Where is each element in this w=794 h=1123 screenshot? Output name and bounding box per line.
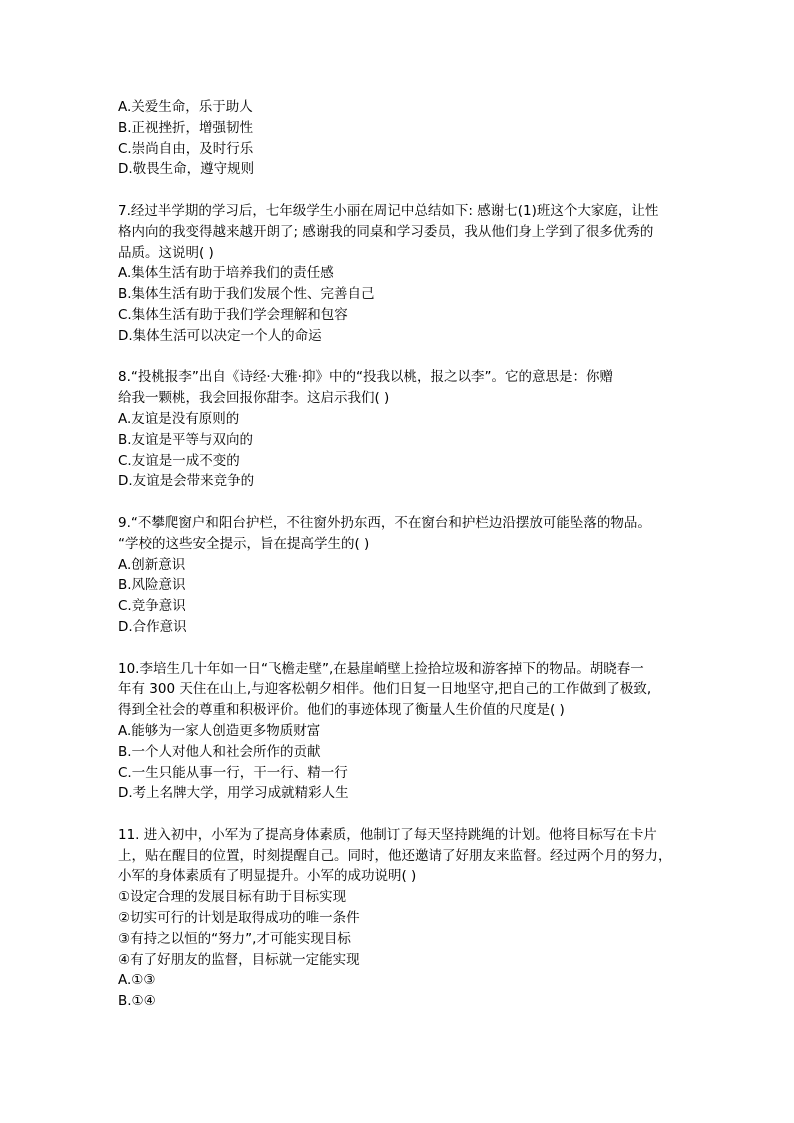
stem-line: “学校的这些安全提示，旨在提高学生的( ) bbox=[118, 535, 370, 552]
option-b: B.①④ bbox=[118, 993, 156, 1010]
option-d: D.考上名牌大学，用学习成就精彩人生 bbox=[118, 785, 349, 802]
statement-2: ②切实可行的计划是取得成功的唯一条件 bbox=[118, 910, 360, 927]
stem-line: 8.“投桃报李”出自《诗经·大雅·抑》中的“投我以桃，报之以李”。它的意思是：你赠 bbox=[118, 369, 613, 386]
question-8 bbox=[118, 367, 678, 492]
statement-3: ③有持之以恒的“努力”,才可能实现目标 bbox=[118, 930, 351, 947]
stem-line: 小军的身体素质有了明显提升。小军的成功说明( ) bbox=[118, 868, 417, 885]
spacer bbox=[118, 492, 678, 513]
option-b: B.正视挫折，增强韧性 bbox=[118, 119, 254, 136]
option-a: A.友谊是没有原则的 bbox=[118, 410, 240, 427]
option-d: D.合作意识 bbox=[118, 618, 187, 635]
question-stem bbox=[118, 513, 678, 555]
option-c: C.竞争意识 bbox=[118, 598, 186, 615]
question-10 bbox=[118, 659, 678, 805]
stem-line: 给我一颗桃，我会回报你甜李。这启示我们( ) bbox=[118, 390, 390, 407]
stem-line: 上，贴在醒目的位置，时刻提醒自己。同时，他还邀请了好朋友来监督。经过两个月的努力， bbox=[118, 847, 672, 864]
spacer bbox=[118, 347, 678, 368]
exam-page bbox=[118, 97, 678, 1012]
option-b: B.一个人对他人和社会所作的贡献 bbox=[118, 743, 321, 760]
stem-line: 10.李培生几十年如一日“飞檐走壁”,在悬崖峭壁上捡拾垃圾和游客掉下的物品。胡晓春一 bbox=[118, 660, 644, 677]
option-c: C.集体生活有助于我们学会理解和包容 bbox=[118, 306, 348, 323]
option-c: C.崇尚自由，及时行乐 bbox=[118, 140, 254, 157]
question-7 bbox=[118, 201, 678, 347]
statement-4: ④有了好朋友的监督，目标就一定能实现 bbox=[118, 951, 360, 968]
stem-line: 品质。这说明( ) bbox=[118, 244, 214, 261]
stem-line: 年有 300 天住在山上,与迎客松朝夕相伴。他们日复一日地坚守,把自己的工作做到了极致, bbox=[118, 681, 652, 698]
option-b: B.风险意识 bbox=[118, 577, 186, 594]
statement-1: ①设定合理的发展目标有助于目标实现 bbox=[118, 889, 347, 906]
question-9 bbox=[118, 513, 678, 638]
spacer bbox=[118, 804, 678, 825]
option-a: A.①③ bbox=[118, 972, 156, 989]
question-stem bbox=[118, 367, 678, 409]
spacer bbox=[118, 638, 678, 659]
question-6-options bbox=[118, 97, 678, 180]
stem-line: 11. 进入初中，小军为了提高身体素质，他制订了每天坚持跳绳的计划。他将目标写在卡片 bbox=[118, 826, 657, 843]
stem-line: 7.经过半学期的学习后，七年级学生小丽在周记中总结如下: 感谢七(1)班这个大家庭，让性 bbox=[118, 202, 659, 219]
spacer bbox=[118, 180, 678, 201]
option-d: D.集体生活可以决定一个人的命运 bbox=[118, 327, 322, 344]
option-a: A.能够为一家人创造更多物质财富 bbox=[118, 722, 321, 739]
option-c: C.一生只能从事一行，干一行、精一行 bbox=[118, 764, 348, 781]
question-stem bbox=[118, 825, 678, 887]
option-d: D.友谊是会带来竞争的 bbox=[118, 473, 255, 490]
option-b: B.友谊是平等与双向的 bbox=[118, 431, 254, 448]
stem-line: 9.“不攀爬窗户和阳台护栏，不往窗外扔东西，不在窗台和护栏边沿摆放可能坠落的物品。 bbox=[118, 514, 651, 531]
stem-line: 得到全社会的尊重和积极评价。他们的事迹体现了衡量人生价值的尺度是( ) bbox=[118, 702, 565, 719]
stem-line: 格内向的我变得越来越开朗了; 感谢我的同桌和学习委员，我从他们身上学到了很多优秀的 bbox=[118, 223, 654, 240]
option-c: C.友谊是一成不变的 bbox=[118, 452, 240, 469]
question-stem bbox=[118, 659, 678, 721]
option-a: A.集体生活有助于培养我们的责任感 bbox=[118, 265, 334, 282]
option-a: A.创新意识 bbox=[118, 556, 186, 573]
question-11 bbox=[118, 825, 678, 1012]
question-stem bbox=[118, 201, 678, 263]
option-d: D.敬畏生命，遵守规则 bbox=[118, 161, 255, 178]
option-b: B.集体生活有助于我们发展个性、完善自己 bbox=[118, 286, 375, 303]
option-a: A.关爱生命，乐于助人 bbox=[118, 99, 253, 115]
